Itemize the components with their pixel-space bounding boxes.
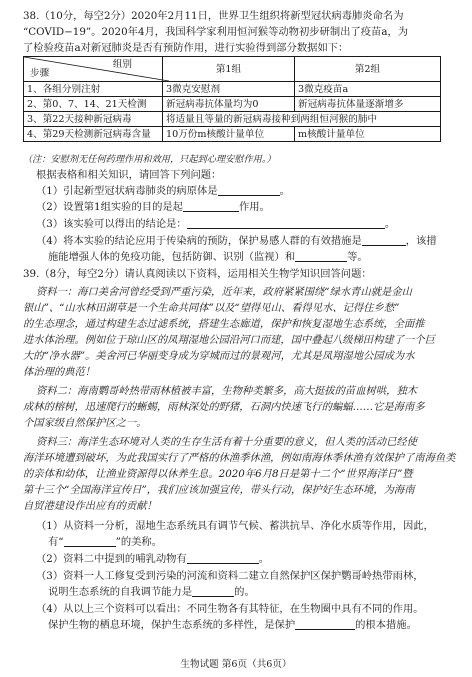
q38-sub4b-end: 等。	[347, 251, 368, 263]
q39-intro: 39.（8分，每空2分）请认真阅读以下资料，运用相关生物学知识回答问题：	[23, 268, 372, 280]
q38-intro-line2: “COVID−19”。2020年4月，我国科学家利用恒河猴等动物初步研制出了疫苗a，为	[23, 26, 409, 38]
table-cell-step: 4、第29天检测新冠病毒含量	[24, 127, 163, 142]
header-step-label: 步骤	[30, 68, 50, 79]
q38-sub1-text: （1）引起新型冠状病毒肺炎的病原体是	[36, 185, 218, 197]
material2-line: 资料二：海南鹦哥岭热带雨林植被丰富，生物种类繁多，高大挺拔的苗血树哄，独木	[36, 385, 417, 397]
q39-sub4-line1: （4）从以上三个资料可以看出：不同生物各有其特征，在生物圈中具有不同的作用。	[36, 603, 424, 615]
q39-sub4-end: 的根本措施。	[355, 619, 417, 631]
q39-sub2	[36, 553, 269, 566]
table-cell-g2: 新冠病毒抗体量逐渐增多	[295, 97, 441, 112]
table-cell-g1: 3微克安慰剂	[163, 82, 295, 97]
q39-sub1-end: ”的美称。	[115, 536, 163, 548]
table-cell-merged: 将适量且等量的新冠病毒接种到两组恒河猴的肺中	[163, 112, 441, 127]
table-row	[24, 112, 441, 127]
material1-line: 的生态理念，通过构建生态过滤系统，搭建生态廊道，保护和恢复湿地生态系统，全面推	[23, 318, 425, 330]
q39-sub2-text: （2）资料二中提到的哺乳动物有	[36, 553, 187, 565]
experiment-table	[23, 56, 441, 142]
material3-line: 第十三个“全国海洋宣传日”，我们应该加强宣传，带头行动，保护好生态环境，为海南	[23, 484, 415, 496]
material1-line: 体治理的典范！	[23, 366, 96, 378]
table-cell-g1: 10万份m核酸计量单位	[163, 127, 295, 142]
q39-sub3-line2	[48, 586, 255, 599]
q38-intro-line3: 了检验疫苗a对新冠肺炎是否有预防作用，进行实验得到部分数据如下：	[23, 42, 349, 54]
q39-sub1-line1: （1）从资料一分析，湿地生态系统具有调节气候、蓄洪抗旱、净化水质等作用，因此，	[36, 520, 434, 532]
page-footer: 生物试题 第6页（共6页）	[180, 659, 292, 670]
answer-blank[interactable]	[187, 218, 385, 229]
answer-blank[interactable]	[362, 235, 406, 246]
table-cell-step: 2、第0、7、14、21天检测	[24, 97, 163, 112]
q38-intro-line1: 38.（10分，每空2分）2020年2月11日，世界卫生组织将新型冠状病毒肺炎命名为	[23, 10, 404, 22]
q38-sub2-text: （2）设置第1组实验的目的是起	[36, 201, 183, 213]
q39-sub4-text: 保护生物的栖息环境，保护生态系统的多样性，是保护	[48, 619, 296, 631]
q39-sub3-line1: （3）资料一人工修复受到污染的河流和资料二建立自然保护区保护鹦哥岭热带雨林，	[36, 570, 424, 582]
table-header-diagonal	[24, 57, 163, 82]
q38-sub4-text: （4）将本实验的结论应用于传染病的预防，保护易感人群的有效措施是	[36, 235, 362, 247]
table-cell-g2: m核酸计量单位	[295, 127, 441, 142]
answer-blank[interactable]	[64, 536, 116, 547]
material1-line: 银山”、“山水林田湖草是一个生命共同体”以及“望得见山、看得见水、记得住乡愁”	[23, 302, 400, 314]
q38-sub1-end: 。	[279, 185, 290, 197]
q38-sub2-end: 作用。	[238, 201, 270, 213]
q38-prompt: 根据表格和相关知识，请回答下列问题：	[36, 169, 222, 181]
answer-blank[interactable]	[295, 619, 355, 630]
q38-sub4b-text: 施能增强人体的免疫功能，包括防御、识别（监视）和	[48, 251, 296, 263]
header-col-group1: 第1组	[163, 57, 295, 82]
material3-line: 资料三：海洋生态环境对人类的生存生活有着十分重要的意义，但人类的活动已经使	[36, 436, 417, 448]
material2-line: 个国家级自然保护区之一。	[23, 417, 147, 429]
q38-sub2	[36, 201, 270, 214]
material3-line: 自贸港建设作出应有的贡献！	[23, 500, 157, 512]
table-cell-step: 1、各组分别注射	[24, 82, 163, 97]
material1-line: 大的“净水器”。美舍河已华丽变身成为穿城而过的景观河，尤其是凤翔湿地公园成为水	[23, 350, 415, 362]
material1-line: 资料一：海口美舍河曾经受到严重污染，近年来，政府紧紧围绕“绿水青山就是金山	[36, 286, 412, 298]
q38-sub1	[36, 185, 290, 198]
q38-sub4-line2	[48, 251, 368, 264]
table-row	[24, 82, 441, 97]
q39-sub4-line2	[48, 619, 417, 632]
answer-blank[interactable]	[218, 185, 280, 196]
answer-blank[interactable]	[187, 553, 259, 564]
material3-line: 海洋环境遭到破坏，为此我国实行了严格的休渔季休渔，例如南海休季休渔有效保护了南海鱼类	[23, 452, 456, 464]
table-cell-g1: 新冠病毒抗体量均为0	[163, 97, 295, 112]
q38-sub3	[36, 218, 395, 231]
q38-sub3-end: 。	[384, 218, 396, 230]
table-cell-g2: 3微克疫苗a	[295, 82, 441, 97]
header-col-group2: 第2组	[295, 57, 441, 82]
header-group-label: 组别	[112, 59, 132, 70]
table-cell-step: 3、第22天接种新冠病毒	[24, 112, 163, 127]
q38-sub3-text: （3）该实验可以得出的结论是：	[36, 218, 187, 230]
material1-line: 进水体治理。例如位于琼山区的凤翔湿地公园沿河口而建，国中叠起八级梯田构建了一个巨	[23, 334, 435, 346]
material3-line: 的亲体和幼体，让渔业资源得以休养生息。2020年6月8日是第十二个“世界海洋日”暨	[23, 468, 413, 480]
answer-blank[interactable]	[183, 201, 239, 212]
answer-blank[interactable]	[295, 251, 347, 262]
q39-sub3-text: 说明生态系统的自我调节能力是	[48, 586, 193, 598]
q39-sub1-text: 有“	[48, 536, 64, 548]
q38-sub4-line1	[36, 235, 437, 248]
q38-sub4-end: ，该措	[405, 235, 437, 247]
q39-sub1-line2	[48, 536, 162, 549]
q39-sub2-end: 。	[258, 553, 270, 565]
table-row	[24, 127, 441, 142]
q39-sub3-end: 的。	[234, 586, 255, 598]
answer-blank[interactable]	[192, 586, 234, 597]
q38-note: （注：安慰剂无任何药理作用和效用，只起到心理安慰作用。）	[23, 154, 276, 165]
table-row	[24, 97, 441, 112]
material2-line: 成林的榕树，迅速爬行的蜥蜴，雨林深处的野猪，石洞内快速飞行的蝙蝠……它是海南多	[23, 401, 425, 413]
